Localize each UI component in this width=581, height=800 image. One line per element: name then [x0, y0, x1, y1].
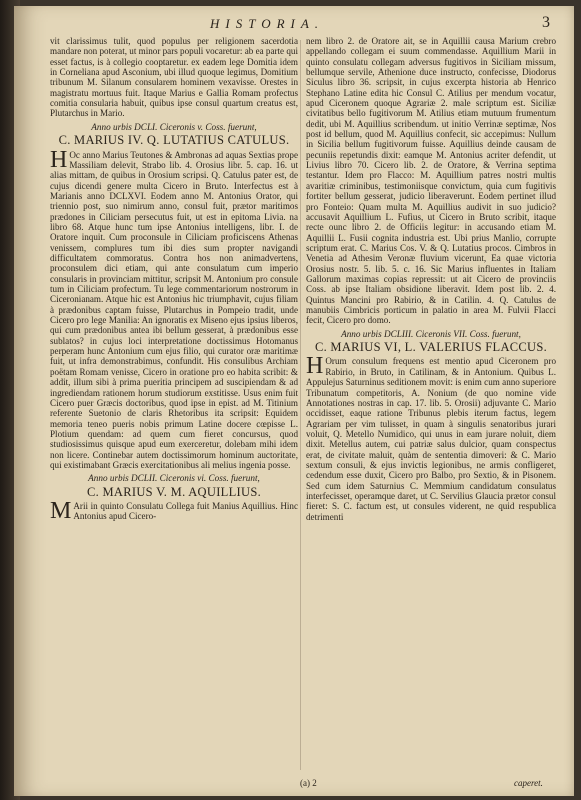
year-heading: Anno urbis DCLIII. Ciceronis VII. Coss. fuerunt,: [341, 328, 521, 339]
paragraph: [306, 353, 556, 522]
year-heading: Anno urbis DCLII. Ciceronis vi. Coss. fuerunt,: [88, 473, 260, 484]
paragraph-text: Arii in quinto Consulatu Collega fuit Manius Aquillius. Hinc Antonius apud Cicero-: [73, 501, 298, 522]
paragraph: [50, 498, 298, 525]
book-page: [14, 6, 574, 796]
drop-cap: H: [306, 353, 324, 380]
consuls-heading: C. MARIUS IV. Q. LUTATIUS CATULUS.: [58, 133, 290, 148]
year-heading: Anno urbis DCLI. Ciceronis v. Coss. fuerunt,: [91, 121, 257, 132]
consuls-heading: C. MARIUS VI, L. VALERIUS FLACCUS.: [314, 339, 548, 354]
catchword: caperet.: [514, 778, 543, 788]
paragraph: nem libro 2. de Oratore ait, se in Aquillii causa Marium crebro appellando collegam ei suum commendasse. Aquillium Marii in quinto consulatu collegam adversus fugitivos in Siciliam missum, bellumque servile, Athenione duce instructo, confecisse, Diodorus Siculus libro 36. scripsit, in cujus excerpta historia ab Henrico Stephano Latine edita hic Consul C. Atilius per mendum vocatur, apud Ciceronem quoque Agrariæ 2. male scriptum est. Siciliæ civitatibus bello fugitivorum M. Atilius etiam mutuum frumentum dedit, ubi M. Aquillius scribendum. ut initio Verrinæ septimæ, Nos post id bellum, quod M. Aquillius confecit, sic accepimus: Nullum in Sicilia bellum fugitivorum fuisse. Aquillius deinde causam de pecuniis repetundis dixit: eamque M. Antonius acriter defendit, ut Livius libro 70. Cicero lib. 2. de Oratore, & Verrina septima testantur. Idem pro Flacco: M. Aquillium patres nostri multis avaritiæ criminibus, testimoniisque convictum, quia cum fugitivis fortiter bellum gesserat, judicio liberaverunt. Eodem pertinet illud pro Fonteio: Quam multa M. Aquillius audivit in suo judicio? accusavit Aquillium L. Fufius, ut Cicero in Bruto scribit, itaque recte ounc libro 2. de Officiis legitur: in accusando etiam M. Aquillii L. Fusii cognita industria est. Ubi prius Manlio, corrupte scriptum erat. C. Marius Cos. V. & Q. Lutatius procos. Cimbros in Venetia ad Athesim Veronæ fluvium vicerunt, Ea quae victoria Orosius nostr. 5. lib. 5. c. 16. Sic Marius influentes in Italiam Gallorum maximas copias repressit: ut ait Cicero de provinciis Coss. ab ipse Italiam obsidione liberavit. Idem post lib. 2. 4. Quintus Mancini pro Rabirio, & in Catilin. 4. Q. Catulus de manubiis Cimbricis porticum in palatio in area M. Fulvii Flacci fecit, Cicero pro domo.: [306, 36, 556, 326]
drop-cap: M: [50, 498, 72, 525]
drop-cap: H: [50, 146, 68, 173]
paragraph-text: Orum consulum frequens est mentio apud Ciceronem pro Rabirio, in Bruto, in Catilinam, & in Antonium. Quibus L. Appulejus Saturninus seditionem movit: is enim cum anno superiore Tribunatum competitoris, A. Nonium (de quo nomine vide Annotationes nostras in cap. 17. lib. 5. Orosii) adjuvante C. Mario occidisset, eaque ratione Tribunus plebis iterum factus, legem Agrariam per vim tulisset, in quam à singulis senatoribus jurari voluit, Q. Metello Numidico, qui unus in eam jurare noluit, diem dixit. Metellus autem, cui patriæ salus dulcior, quam conspectus erat, de civitate maluit, quàm de sententia dimoveri: & C. Mario sextum consuli, & ejus invictis legionibus, ne armis confligeret, cedendum esse duxit, Cicero pro Balbo, pro Sextio, & in Pisonem. Sed cum idem Saturnius C. Memmium candidatum consulatus interfecisset, operamque daret, ut C. Servilius Glaucia prætor consul fieret: S. C. factum est, ut consules viderent, ne quid respublica detrimenti: [306, 356, 556, 522]
consuls-heading: C. MARIUS V. M. AQUILLIUS.: [86, 484, 262, 499]
paragraph: [50, 146, 298, 471]
page-number: 3: [542, 14, 550, 31]
running-head-title: HISTORIA.: [210, 16, 325, 31]
paragraph: vit clarissimus tulit, quod populus per religionem sacerdotia mandare non poterat, ut minor pars populi vocaretur: ab ea parte qui esset factus, is à collegio cooptaretur. ex eadem lege Domitia idem in Corneliana apud Asconium, ubi illud quoque legimus, Domitium tribunum M. Silanum consularem hominem vexavisse. Orestes in magistratu mortuus fuit. Itaque Marius e Gallia Romam profectus comitia consularia habuit, quibus ipse consul quartum creatus est, Plutarchus in Mario.: [50, 36, 298, 119]
column-divider: [300, 40, 301, 770]
left-column: [50, 36, 298, 525]
paragraph-text: Oc anno Marius Teutones & Ambronas ad aquas Sextias prope Massiliam delevit, Strabo lib. 4. Orosius libr. 5. cap. 16. ut alias mittam, de quibus in Orosium scripsi. Q. Catulus pater est, de cujus dicendi genere multa Cicero in Bruto. Interfectus est à Marianis anno DCLXVI. Eodem anno M. Antonius Orator, qui triennio post, suo nimirum anno, consul fuit, prætor maritimos prædones in Ciliciam persecutus fuit, ut est in epitoma Livia. na libro 68. Atque hunc tum ipse Antonius intelligens, libr. I. de Oratore inquit. Cum proconsule in Ciliciam proficiscens Athenas venissem, complures tum ibi dies sum propter navigandi difficultatem commoratus. Contra hos non animadvertens, proconsulem dici etiam, qui ante consulatum cum imperio consularis in provinciam mittitur, scripsit M. Antonium pro consule tum in Ciliciam profectum. Tu lege commentariorum nostrorum in Ciceronianam. Atque hic est Antonius hic triumphavit, cujus filiam à prædonibus captam fuisse, Plutarchus in Pompeio tradit, unde Cicero pro lege Manilia: An ignoratis ex Miseno ejus ipsius liberos, qui cum prædonibus antea ibi bellum gesserat, à prædonibus esse sublatos? in cujus loci interpretatione doctissimus Hotomanus perperam hunc Antonium cum ejus filio, qui curator oræ maritimæ fuit, ut infra demonstrabimus, confundit. His consulibus Archiam poëtam Romam venisse, Cicero in oratione pro eo habita scribit: & addit, illum sibi à prima pueritia principem ad suscipiendam & ad ingrediendam rationem horum studiorum exstitisse. Usus enim fuit Cicero puer Græcis doctoribus, quod ipse in epist. ad M. Titinium referente Suetonio de claris Rhetoribus ita scripsit: Equidem memoria teneo pueris nobis primum Latine docere cœpisse L. Plotium quendam: ad quem cum fieret concursus, quod studiosissimus quisque apud eum exerceretur, dolebam mihi idem non licere. Continebar autem doctissimorum hominum auctoritate, qui existimabant Græcis exercitationibus ali melius ingenia posse.: [50, 149, 298, 470]
running-head: [14, 14, 574, 34]
signature-mark: (a) 2: [300, 778, 317, 788]
right-column: [306, 36, 556, 522]
